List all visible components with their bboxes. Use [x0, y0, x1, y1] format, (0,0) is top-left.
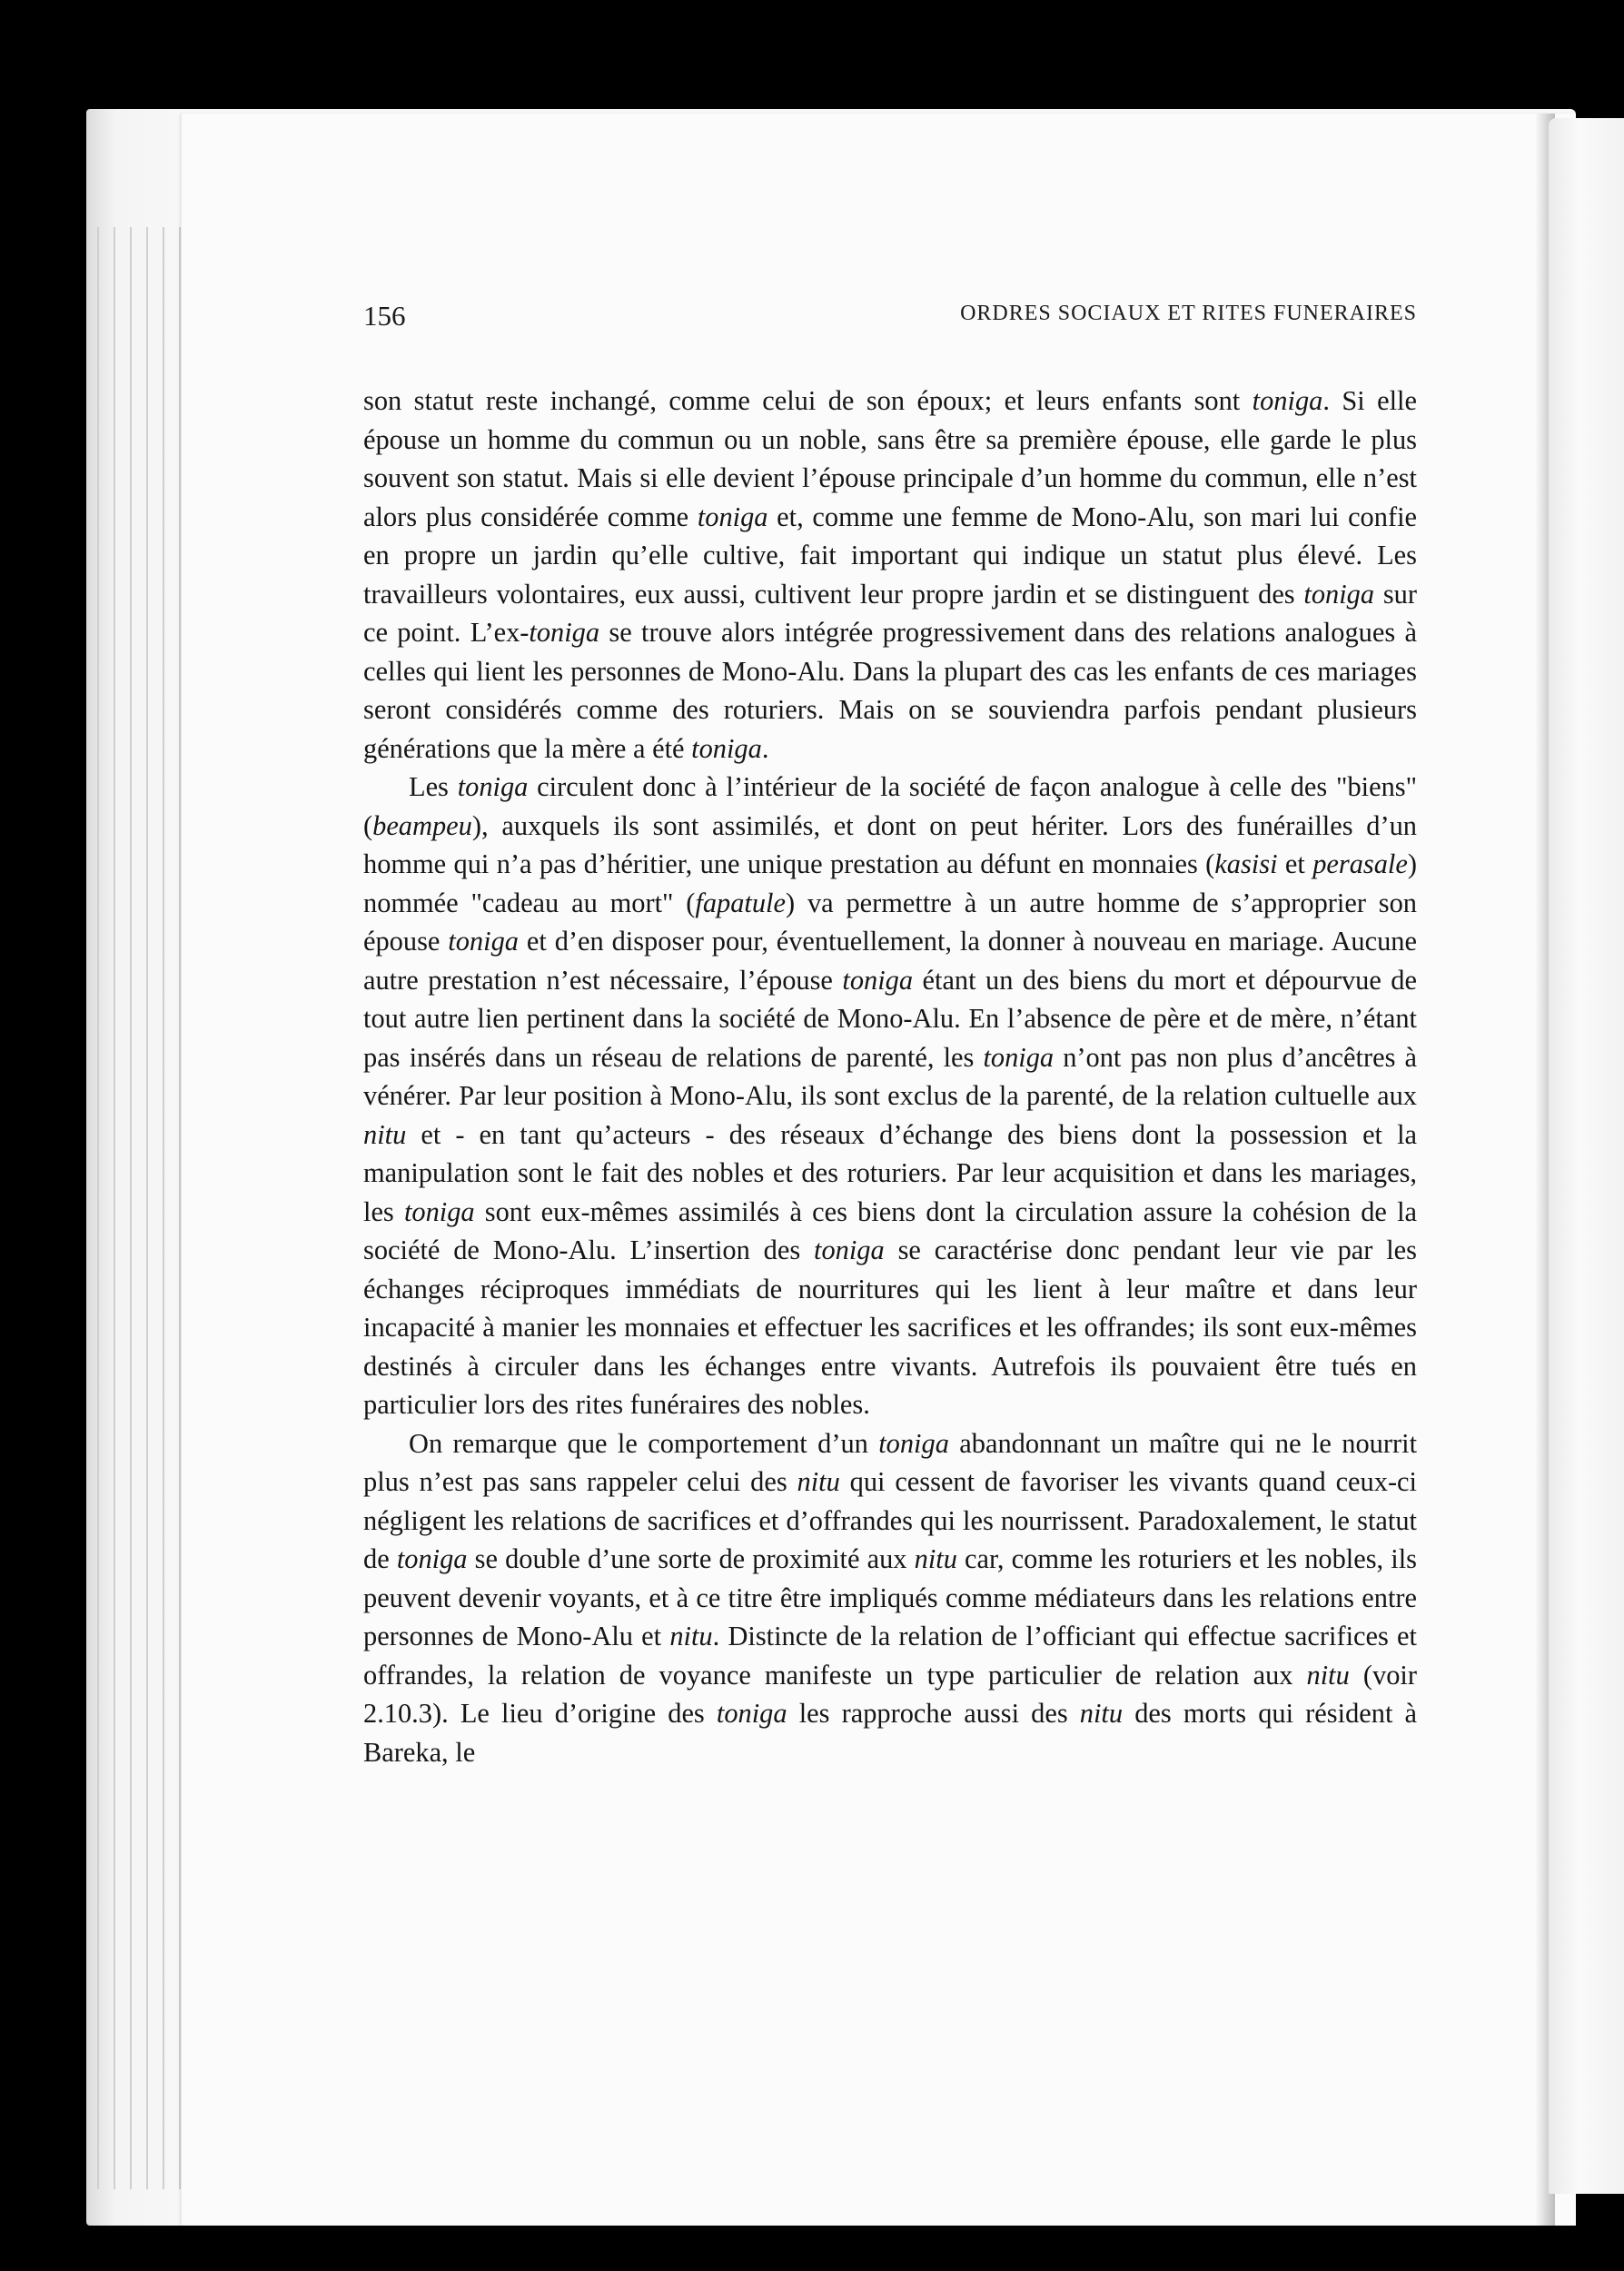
italic-term: toniga: [396, 1543, 468, 1574]
page-edge-line: [163, 227, 164, 2189]
page-number: 156: [363, 300, 406, 332]
italic-term: nitu: [363, 1118, 407, 1150]
text-run: ) nommée "cadeau au mort" (: [363, 848, 1417, 918]
text-run: les rapproche aussi des: [787, 1698, 1080, 1729]
body-text: [363, 382, 1417, 1771]
italic-term: toniga: [983, 1041, 1055, 1073]
italic-term: fapatule: [695, 887, 786, 918]
text-run: Les: [409, 771, 458, 802]
text-run: étant un des biens du mort et dépourvue de tout autre lien pertinent dans la société de Mono-Alu. En l’absence de père et de mère, n’étant pas insérés dans un réseau de relations de parenté, les: [363, 964, 1417, 1073]
text-run: ) va permettre à un autre homme de s’approprier son épouse: [363, 887, 1418, 957]
italic-term: kasisi: [1214, 848, 1278, 879]
text-run: .: [761, 732, 769, 764]
italic-term: nitu: [1306, 1659, 1350, 1691]
page-edge-line: [114, 227, 115, 2189]
text-run: n’ont pas non plus d’ancêtres à vénérer. Par leur position à Mono-Alu, ils sont exclus de la parenté, de la relation cultuelle aux: [363, 1041, 1417, 1111]
italic-term: nitu: [797, 1466, 840, 1497]
text-run: car, comme les roturiers et les nobles, ils peuvent devenir voyants, et à ce titre être impliqués comme médiateurs dans les relations entre personnes de Mono-Alu et: [363, 1543, 1417, 1651]
italic-term: toniga: [1252, 385, 1323, 416]
italic-term: toniga: [878, 1427, 949, 1459]
paragraph: [363, 382, 1417, 768]
text-run: On remarque que le comportement d’un: [409, 1427, 879, 1459]
italic-term: toniga: [814, 1235, 885, 1265]
italic-term: beampeu: [372, 809, 472, 841]
text-run: se double d’une sorte de proximité aux: [467, 1543, 915, 1574]
text-run: son statut reste inchangé, comme celui de son époux; et leurs enfants sont: [363, 385, 1253, 416]
facing-page-edge: [1549, 118, 1624, 2194]
italic-term: toniga: [448, 926, 519, 957]
italic-term: toniga: [691, 732, 762, 764]
text-run: sur ce point. L’ex-: [363, 578, 1417, 648]
page-edge-line: [146, 227, 148, 2189]
text-run: se caractérise donc pendant leur vie par les échanges réciproques immédiats de nourritures qui les lient à leur maître et dans leur incapacité à manier les monnaies et effectuer les sacrifices et les offrandes; ils sont eux-mêmes destinés à circuler dans les échanges entre vivants. Autrefois ils pouvaient être tués en particulier lors des rites funéraires des nobles.: [363, 1235, 1417, 1420]
paragraph: [363, 1424, 1417, 1772]
page-edge-line: [179, 227, 181, 2189]
italic-term: toniga: [716, 1698, 787, 1729]
text-run: et - en tant qu’acteurs - des réseaux d’échange des biens dont la possession et la manipulation sont le fait des nobles et des roturiers. Par leur acquisition et dans les mariages, les: [363, 1118, 1417, 1227]
page-edge-line: [130, 227, 132, 2189]
italic-term: nitu: [1079, 1698, 1124, 1729]
text-run: . Distincte de la relation de l’officiant qui effectue sacrifices et offrandes, la relation de voyance manifeste un type particulier de relation aux: [363, 1621, 1417, 1691]
text-run: circulent donc à l’intérieur de la société de façon analogue à celle des "biens" (: [363, 771, 1417, 841]
text-run: et d’en disposer pour, éventuellement, la donner à nouveau en mariage. Aucune autre prestation n’est nécessaire, l’épouse: [363, 926, 1417, 996]
italic-term: toniga: [842, 964, 914, 996]
text-run: abandonnant un maître qui ne le nourrit plus n’est pas sans rappeler celui des: [363, 1427, 1418, 1497]
italic-term: toniga: [1303, 578, 1375, 610]
italic-term: nitu: [669, 1621, 713, 1651]
italic-term: toniga: [403, 1195, 475, 1227]
text-run: sont eux-mêmes assimilés à ces biens dont la circulation assure la cohésion de la société de Mono-Alu. L’insertion des: [363, 1195, 1418, 1265]
italic-term: perasale: [1312, 848, 1408, 879]
text-run: et: [1277, 848, 1313, 879]
italic-term: toniga: [457, 771, 529, 802]
running-head: [363, 300, 1417, 336]
text-run: . Si elle épouse un homme du commun ou un noble, sans être sa première épouse, elle garde le plus souvent son statut. Mais si elle devient l’épouse principale d’un homme du commun, elle n’est alors plus considérée comme: [363, 385, 1417, 532]
text-run: ), auxquels ils sont assimilés, et dont on peut hériter. Lors des funérailles d’un homme qui n’a pas d’héritier, une unique prestation au défunt en monnaies (: [363, 809, 1417, 879]
text-run: (voir 2.10.3). Le lieu d’origine des: [363, 1659, 1417, 1729]
text-run: se trouve alors intégrée progressivement dans des relations analogues à celles qui lient les personnes de Mono-Alu. Dans la plupart des cas les enfants de ces mariages seront considérés comme des roturiers. Mais on se souviendra parfois pendant plusieurs générations que la mère a été: [363, 617, 1417, 764]
text-run: des morts qui résident à Bareka, le: [363, 1698, 1418, 1768]
italic-term: toniga: [529, 617, 600, 648]
text-run: qui cessent de favoriser les vivants quand ceux-ci négligent les relations de sacrifices et d’offrandes qui les nourrissent. Paradoxalement, le statut de: [363, 1466, 1417, 1574]
running-title: ORDRES SOCIAUX ET RITES FUNERAIRES: [960, 302, 1417, 325]
italic-term: toniga: [697, 501, 768, 532]
text-run: et, comme une femme de Mono-Alu, son mari lui confie en propre un jardin qu’elle cultive, fait important qui indique un statut plus élevé. Les travailleurs volontaires, eux aussi, cultivent leur propre jardin et se distinguent des: [363, 501, 1418, 610]
italic-term: nitu: [914, 1543, 957, 1574]
page-edge-line: [97, 227, 99, 2189]
paragraph: [363, 768, 1417, 1424]
